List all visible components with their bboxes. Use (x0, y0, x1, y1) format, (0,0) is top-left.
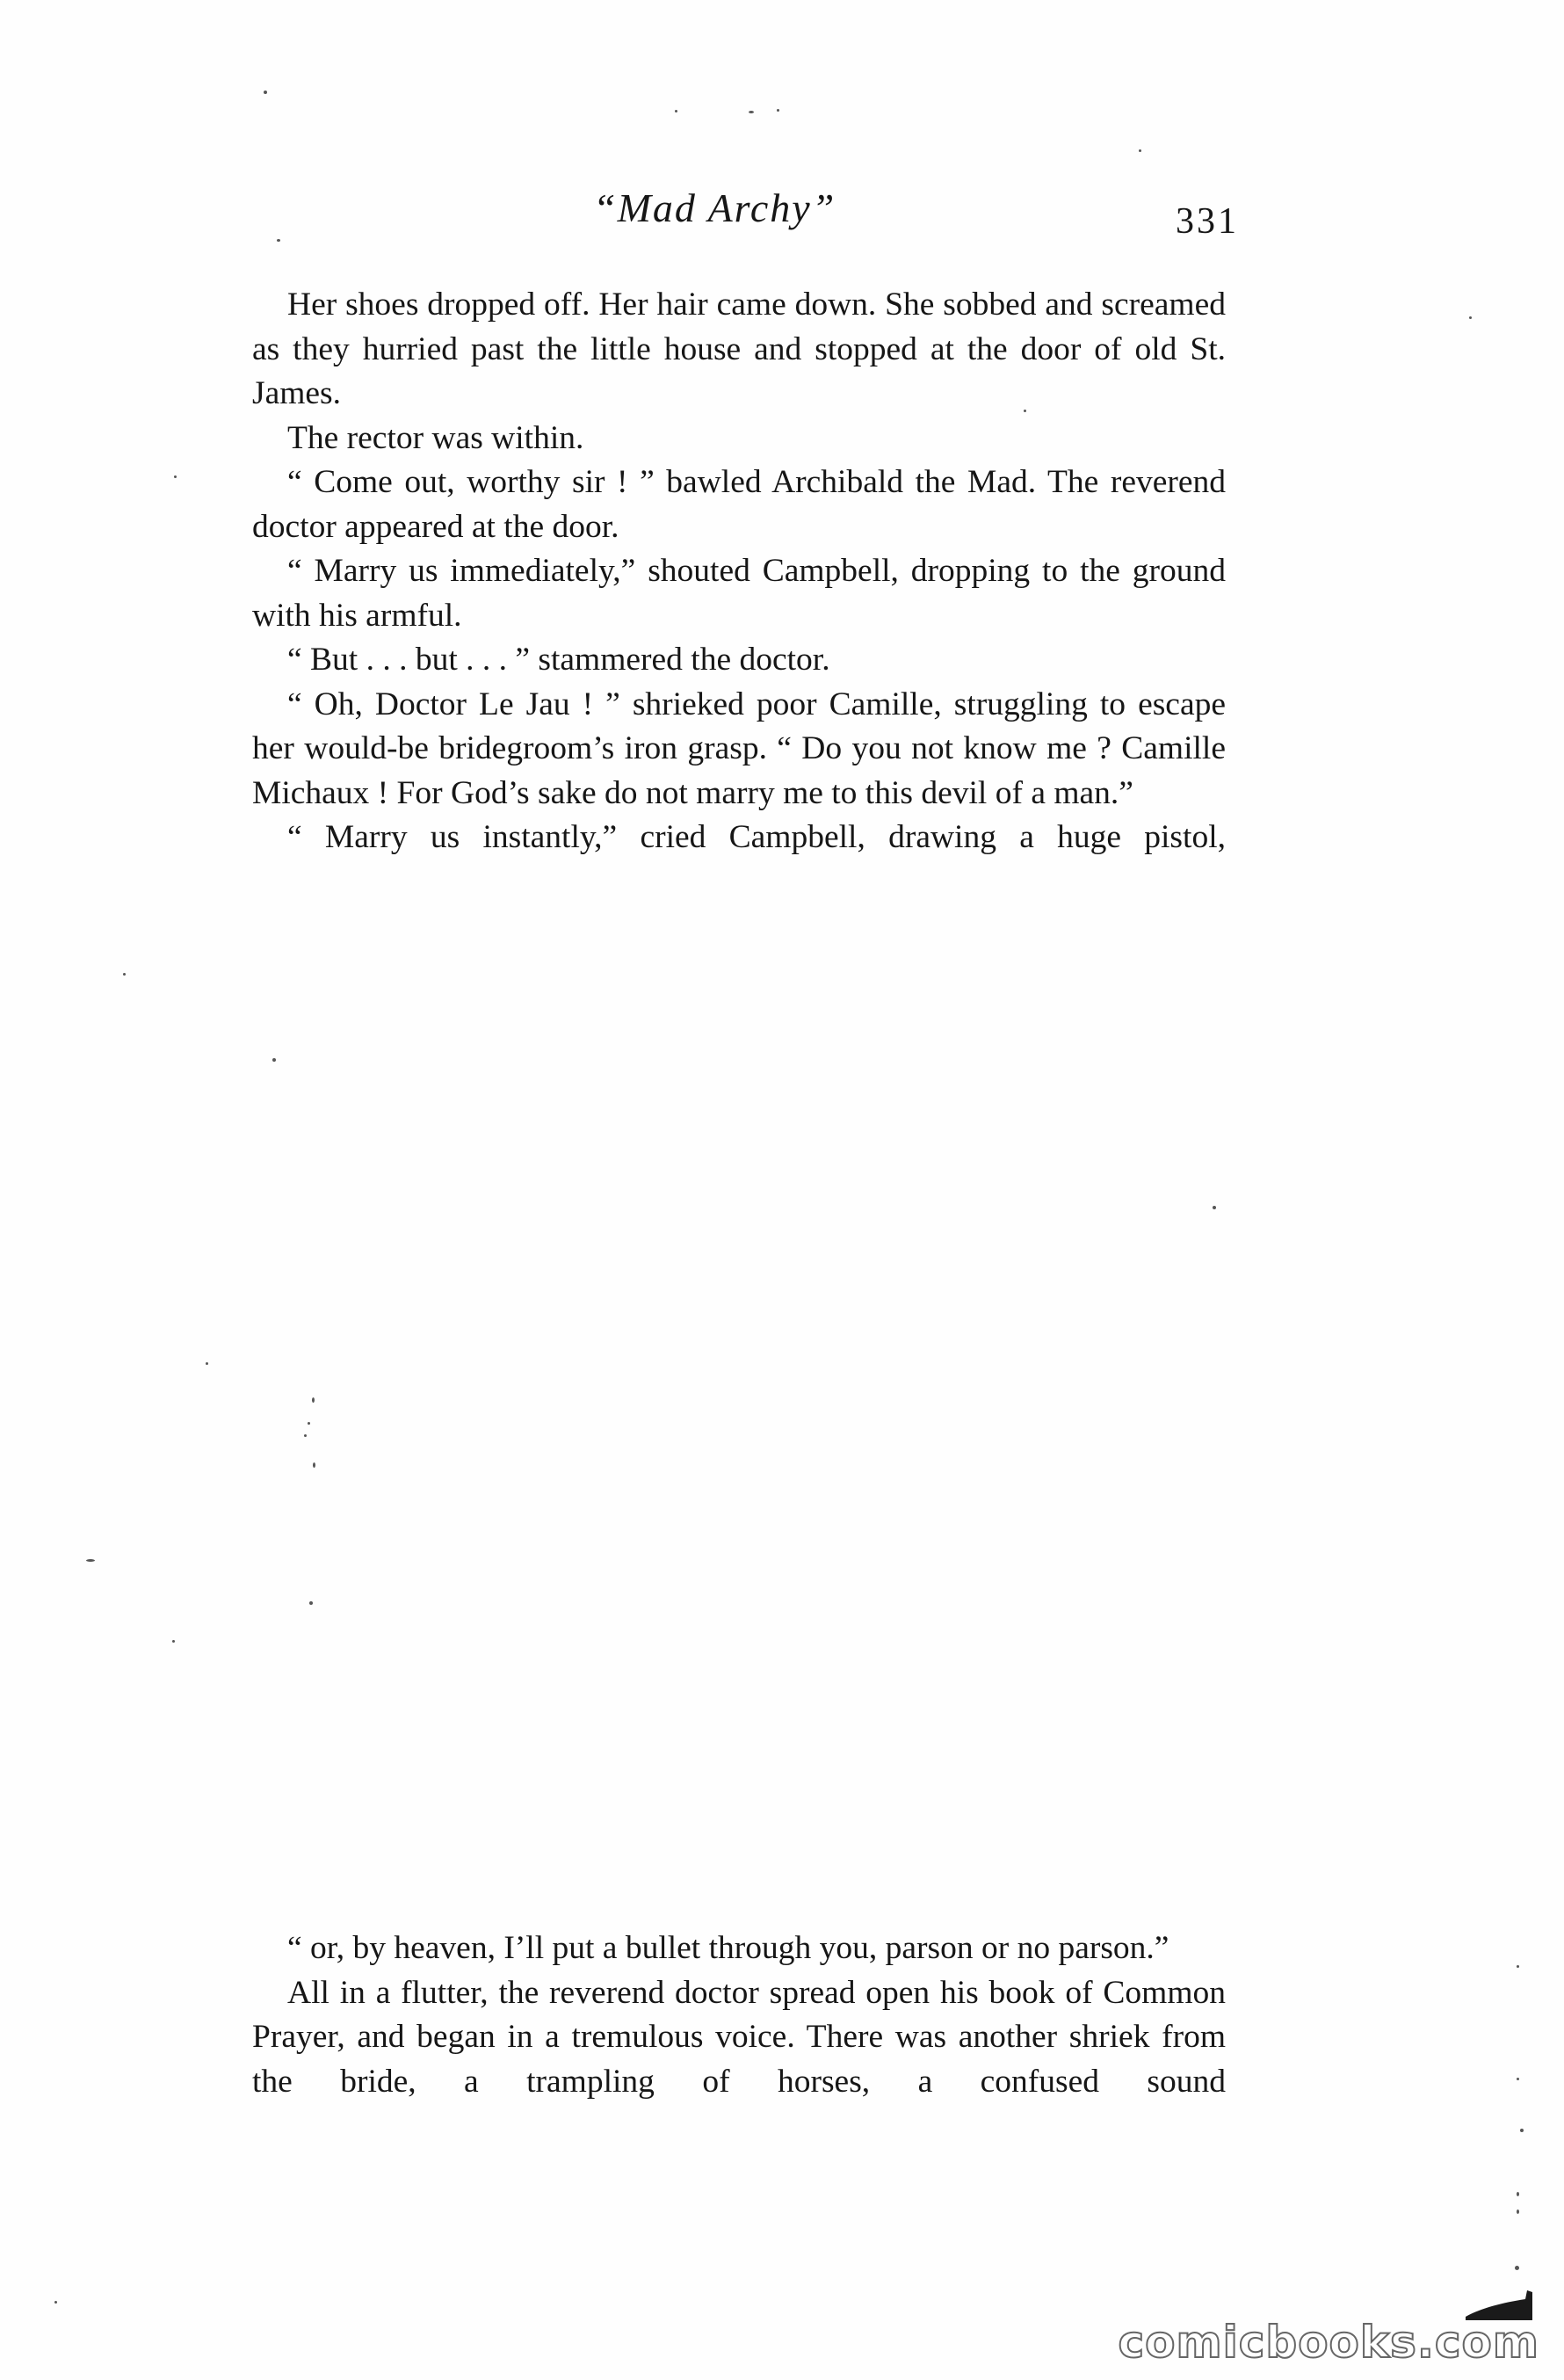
running-head (246, 185, 1239, 246)
scan-speck (54, 2301, 57, 2304)
paragraph: “ Marry us instantly,” cried Campbell, drawing a huge pistol, (287, 819, 1226, 855)
scan-speck (312, 1397, 315, 1403)
scan-speck (1517, 2192, 1519, 2196)
scan-speck (86, 1559, 95, 1562)
scan-speck (1517, 1965, 1519, 1968)
scan-speck (313, 1462, 315, 1468)
scan-speck (309, 1601, 313, 1605)
paragraph: “ Oh, Doctor Le Jau ! ” shrieked poor Camille, struggling to escape her would-be bridegroom’s iron grasp. “ Do you not know me ? Camille Michaux ! For God’s sake do not marry me to this devil of a man.” (252, 686, 1226, 811)
scan-speck (206, 1362, 208, 1365)
running-title: “Mad Archy” (593, 185, 836, 230)
scan-speck (777, 109, 779, 112)
watermark-text: comicbooks.com (1118, 2317, 1539, 2368)
scan-speck (1520, 2129, 1524, 2132)
paragraph: All in a flutter, the reverend doctor spread open his book of Common Prayer, and began in a tremulous voice. There was another shriek from the bride, a trampling of horses, a confused sound (252, 1974, 1226, 2100)
scan-speck (264, 91, 267, 94)
scan-speck (1515, 2266, 1519, 2270)
text-block-top (252, 283, 1226, 860)
scan-speck (1213, 1206, 1216, 1209)
paragraph: “ or, by heaven, I’ll put a bullet through you, parson or no parson.” (287, 1930, 1169, 1966)
scan-speck (172, 1640, 175, 1643)
paragraph: “ But . . . but . . . ” stammered the doctor. (287, 642, 830, 678)
scan-speck (1517, 2209, 1519, 2214)
paragraph: “ Come out, worthy sir ! ” bawled Archibald the Mad. The reverend doctor appeared at the door. (252, 464, 1226, 545)
scan-speck (1517, 2078, 1519, 2080)
watermark (1118, 2287, 1539, 2368)
scan-speck (272, 1058, 276, 1062)
scan-speck (1139, 149, 1141, 152)
paragraph: “ Marry us immediately,” shouted Campbell, dropping to the ground with his armful. (252, 553, 1226, 634)
scan-speck (1469, 316, 1472, 319)
scan-speck (308, 1422, 310, 1425)
page-number: 331 (1176, 201, 1239, 242)
text-block-bottom (252, 1926, 1226, 2104)
paragraph: Her shoes dropped off. Her hair came down. She sobbed and screamed as they hurried past the little house and stopped at the door of old St. James. (252, 287, 1226, 411)
scan-speck (174, 475, 177, 478)
scan-speck (675, 110, 677, 112)
scan-speck (123, 973, 126, 976)
scan-speck (304, 1434, 307, 1437)
paragraph: The rector was within. (287, 419, 584, 456)
scan-speck (749, 111, 754, 113)
